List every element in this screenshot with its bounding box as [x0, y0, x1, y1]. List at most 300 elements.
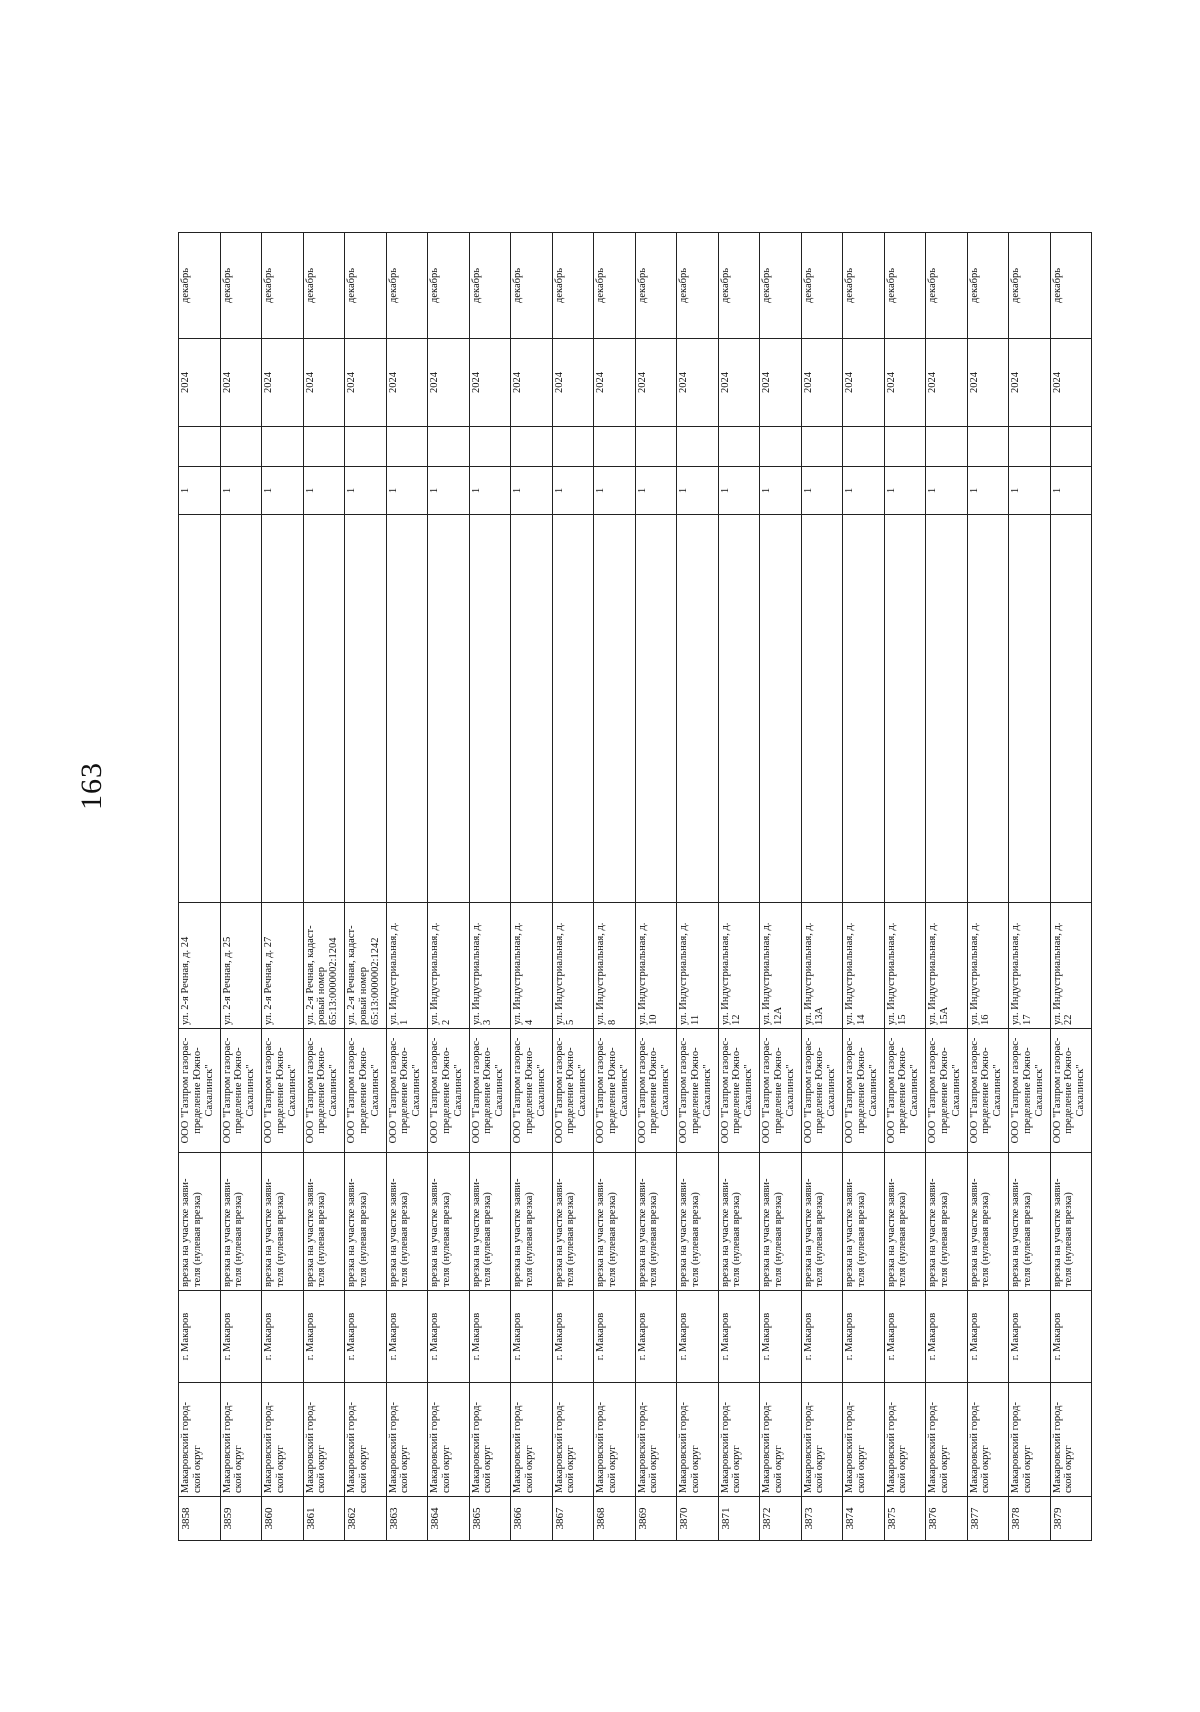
empty-cell — [1009, 515, 1051, 903]
city-cell — [801, 1291, 843, 1383]
month: декабрь — [221, 268, 233, 303]
address-cell — [884, 903, 926, 1029]
organization-cell — [1050, 1029, 1092, 1153]
quantity-cell — [594, 467, 636, 515]
quantity-cell — [511, 467, 553, 515]
district-name: Макаровский город- ской округ — [719, 1402, 743, 1493]
work-type-cell — [511, 1153, 553, 1291]
year: 2024 — [470, 372, 482, 393]
table-row — [1009, 233, 1051, 1541]
empty-cell — [469, 515, 511, 903]
district-name: Макаровский город- ской округ — [180, 1402, 203, 1493]
row-number: 3862 — [346, 1507, 358, 1530]
quantity: 1 — [553, 487, 565, 494]
city-name: г. Макаров — [927, 1312, 938, 1361]
quantity: 1 — [968, 487, 980, 494]
month-cell — [635, 233, 677, 339]
district-cell — [677, 1383, 719, 1497]
address-cell — [635, 903, 677, 1029]
city-name: г. Макаров — [553, 1312, 565, 1361]
row-number: 3876 — [927, 1507, 939, 1530]
address: ул. Индустриальная, д. 16 — [968, 922, 992, 1025]
work-type: врезка на участке заяви- теля (нулевая врезка) — [346, 1178, 369, 1287]
year-cell — [884, 339, 926, 427]
district-cell — [262, 1383, 304, 1497]
quantity-cell — [469, 467, 511, 515]
month: декабрь — [429, 268, 440, 303]
year: 2024 — [636, 372, 648, 393]
work-type-cell — [843, 1153, 885, 1291]
month-cell — [1009, 233, 1051, 339]
address: ул. Индустриальная, д. 12 — [719, 922, 743, 1025]
district-name: Макаровский город- ской округ — [1010, 1402, 1033, 1493]
work-type: врезка на участке заяви- теля (нулевая врезка) — [636, 1178, 660, 1287]
year: 2024 — [761, 372, 772, 393]
organization-cell — [1009, 1029, 1051, 1153]
quantity: 1 — [1010, 487, 1021, 494]
district-name: Макаровский город- ской округ — [304, 1402, 328, 1493]
row-number: 3863 — [387, 1507, 400, 1530]
month-cell — [594, 233, 636, 339]
empty-cell — [760, 515, 802, 903]
city-name: г. Макаров — [844, 1312, 855, 1361]
row-number-cell — [428, 1497, 470, 1541]
year-cell — [843, 339, 885, 427]
month: декабрь — [470, 268, 482, 303]
year: 2024 — [1051, 372, 1063, 393]
month-cell — [926, 233, 968, 339]
address: ул. Индустриальная, д. 13А — [802, 922, 826, 1025]
table-row — [1050, 233, 1092, 1541]
city-name: г. Макаров — [761, 1312, 772, 1361]
quantity-cell — [967, 467, 1009, 515]
month: декабрь — [719, 268, 731, 303]
city-name: г. Макаров — [429, 1312, 440, 1361]
quantity: 1 — [927, 487, 938, 494]
row-number: 3875 — [885, 1507, 898, 1530]
empty-cell — [926, 515, 968, 903]
district-cell — [1050, 1383, 1092, 1497]
city-name: г. Макаров — [304, 1312, 316, 1361]
quantity: 1 — [595, 487, 606, 494]
organization-name: ООО "Газпром газорас- пределение Южно- Сахалинск" — [553, 1037, 588, 1144]
organization-cell — [884, 1029, 926, 1153]
row-number-cell — [926, 1497, 968, 1541]
address: ул. Индустриальная, д. 1 — [387, 922, 411, 1025]
district-cell — [594, 1383, 636, 1497]
address-cell — [303, 903, 345, 1029]
organization-cell — [967, 1029, 1009, 1153]
row-number-cell — [179, 1497, 221, 1541]
work-type-cell — [718, 1153, 760, 1291]
address-cell — [677, 903, 719, 1029]
address: ул. Индустриальная, д. 14 — [844, 922, 867, 1025]
empty-cell — [428, 427, 470, 467]
row-number: 3861 — [304, 1507, 317, 1530]
empty-cell — [677, 427, 719, 467]
table-row — [635, 233, 677, 1541]
work-type: врезка на участке заяви- теля (нулевая врезка) — [304, 1178, 328, 1287]
row-number-cell — [511, 1497, 553, 1541]
city-cell — [386, 1291, 428, 1383]
month-cell — [1050, 233, 1092, 339]
district-cell — [760, 1383, 802, 1497]
address: ул. Индустриальная, д. 15 — [885, 922, 909, 1025]
row-number: 3879 — [1051, 1507, 1064, 1530]
row-number-cell — [262, 1497, 304, 1541]
month-cell — [179, 233, 221, 339]
quantity-cell — [303, 467, 345, 515]
work-type-cell — [179, 1153, 221, 1291]
quantity-cell — [718, 467, 760, 515]
month: декабрь — [927, 268, 938, 303]
year-cell — [594, 339, 636, 427]
row-number-cell — [843, 1497, 885, 1541]
work-type: врезка на участке заяви- теля (нулевая врезка) — [387, 1178, 411, 1287]
organization-cell — [303, 1029, 345, 1153]
district-name: Макаровский город- ской округ — [512, 1402, 535, 1493]
district-cell — [967, 1383, 1009, 1497]
organization-name: ООО "Газпром газорас- пределение Южно- Сахалинск" — [304, 1037, 339, 1144]
month: декабрь — [512, 268, 523, 303]
empty-cell — [386, 515, 428, 903]
quantity-cell — [677, 467, 719, 515]
empty-cell — [594, 427, 636, 467]
district-cell — [843, 1383, 885, 1497]
city-name: г. Макаров — [719, 1312, 731, 1361]
year: 2024 — [180, 372, 191, 393]
month: декабрь — [304, 268, 316, 303]
month: декабрь — [885, 268, 897, 303]
year: 2024 — [512, 372, 523, 393]
address-cell — [552, 903, 594, 1029]
organization-name: ООО "Газпром газорас- пределение Южно- Сахалинск" — [927, 1037, 962, 1144]
year-cell — [469, 339, 511, 427]
empty-cell — [552, 427, 594, 467]
row-number: 3864 — [429, 1507, 441, 1530]
year: 2024 — [263, 372, 274, 393]
district-cell — [428, 1383, 470, 1497]
city-cell — [760, 1291, 802, 1383]
year-cell — [511, 339, 553, 427]
quantity: 1 — [802, 487, 814, 494]
work-type: врезка на участке заяви- теля (нулевая врезка) — [595, 1178, 618, 1287]
row-number: 3870 — [678, 1507, 690, 1530]
year-cell — [635, 339, 677, 427]
quantity: 1 — [636, 487, 648, 494]
empty-cell — [843, 427, 885, 467]
district-cell — [1009, 1383, 1051, 1497]
quantity-cell — [801, 467, 843, 515]
address-cell — [345, 903, 387, 1029]
address-cell — [718, 903, 760, 1029]
row-number-cell — [967, 1497, 1009, 1541]
organization-cell — [760, 1029, 802, 1153]
empty-cell — [469, 427, 511, 467]
row-number: 3872 — [761, 1507, 773, 1530]
row-number: 3873 — [802, 1507, 815, 1530]
year-cell — [967, 339, 1009, 427]
district-name: Макаровский город- ской округ — [927, 1402, 950, 1493]
empty-cell — [386, 427, 428, 467]
year: 2024 — [595, 372, 606, 393]
district-name: Макаровский город- ской округ — [761, 1402, 784, 1493]
month: декабрь — [761, 268, 772, 303]
organization-name: ООО "Газпром газорас- пределение Южно- Сахалинск" — [512, 1037, 547, 1144]
city-name: г. Макаров — [1051, 1312, 1063, 1361]
month-cell — [760, 233, 802, 339]
month-cell — [262, 233, 304, 339]
table-row — [760, 233, 802, 1541]
quantity: 1 — [180, 487, 191, 494]
work-type: врезка на участке заяви- теля (нулевая врезка) — [221, 1178, 245, 1287]
district-name: Макаровский город- ской округ — [678, 1402, 701, 1493]
quantity: 1 — [387, 487, 399, 494]
empty-cell — [303, 515, 345, 903]
row-number-cell — [677, 1497, 719, 1541]
table-row — [345, 233, 387, 1541]
organization-cell — [843, 1029, 885, 1153]
work-type: врезка на участке заяви- теля (нулевая врезка) — [968, 1178, 992, 1287]
year: 2024 — [885, 372, 897, 393]
month-cell — [303, 233, 345, 339]
empty-cell — [262, 427, 304, 467]
city-cell — [967, 1291, 1009, 1383]
organization-cell — [635, 1029, 677, 1153]
empty-cell — [511, 427, 553, 467]
month-cell — [469, 233, 511, 339]
month: декабрь — [678, 268, 689, 303]
city-cell — [718, 1291, 760, 1383]
empty-cell — [884, 427, 926, 467]
work-type: врезка на участке заяви- теля (нулевая врезка) — [263, 1178, 286, 1287]
organization-cell — [511, 1029, 553, 1153]
row-number: 3860 — [263, 1507, 275, 1530]
year: 2024 — [553, 372, 565, 393]
quantity-cell — [926, 467, 968, 515]
page-number: 163 — [75, 762, 108, 810]
organization-name: ООО "Газпром газорас- пределение Южно- Сахалинск" — [844, 1037, 879, 1144]
work-type: врезка на участке заяви- теля (нулевая врезка) — [180, 1178, 203, 1287]
row-number-cell — [718, 1497, 760, 1541]
address: ул. Индустриальная, д. 3 — [470, 922, 494, 1025]
organization-cell — [469, 1029, 511, 1153]
quantity: 1 — [719, 487, 731, 494]
empty-cell — [967, 427, 1009, 467]
table-row — [220, 233, 262, 1541]
district-cell — [926, 1383, 968, 1497]
month-cell — [677, 233, 719, 339]
month: декабрь — [1051, 268, 1063, 303]
address: ул. Индустриальная, д. 4 — [512, 922, 535, 1025]
year: 2024 — [678, 372, 689, 393]
empty-cell — [345, 427, 387, 467]
empty-cell — [884, 515, 926, 903]
row-number: 3868 — [595, 1507, 607, 1530]
row-number-cell — [386, 1497, 428, 1541]
city-name: г. Макаров — [346, 1312, 357, 1361]
year-cell — [262, 339, 304, 427]
table-row — [386, 233, 428, 1541]
district-cell — [718, 1383, 760, 1497]
district-cell — [303, 1383, 345, 1497]
city-cell — [635, 1291, 677, 1383]
address-cell — [469, 903, 511, 1029]
month-cell — [552, 233, 594, 339]
year-cell — [926, 339, 968, 427]
empty-cell — [718, 515, 760, 903]
district-cell — [635, 1383, 677, 1497]
month: декабрь — [553, 268, 565, 303]
work-type-cell — [262, 1153, 304, 1291]
work-type: врезка на участке заяви- теля (нулевая врезка) — [761, 1178, 784, 1287]
address: ул. Индустриальная, д. 17 — [1010, 922, 1033, 1025]
quantity-cell — [1009, 467, 1051, 515]
quantity: 1 — [470, 487, 482, 494]
row-number: 3869 — [636, 1507, 649, 1530]
organization-name: ООО "Газпром газорас- пределение Южно- Сахалинск" — [180, 1037, 215, 1144]
month-cell — [884, 233, 926, 339]
year-cell — [552, 339, 594, 427]
month-cell — [220, 233, 262, 339]
quantity-cell — [552, 467, 594, 515]
empty-cell — [760, 427, 802, 467]
empty-cell — [967, 515, 1009, 903]
city-name: г. Макаров — [512, 1312, 523, 1361]
month-cell — [511, 233, 553, 339]
quantity: 1 — [761, 487, 772, 494]
year-cell — [303, 339, 345, 427]
district-name: Макаровский город- ской округ — [595, 1402, 618, 1493]
address: ул. Индустриальная, д. 8 — [595, 922, 618, 1025]
month: декабрь — [802, 268, 814, 303]
work-type: врезка на участке заяви- теля (нулевая врезка) — [719, 1178, 743, 1287]
organization-name: ООО "Газпром газорас- пределение Южно- Сахалинск" — [387, 1037, 422, 1144]
empty-cell — [1050, 427, 1092, 467]
quantity-cell — [179, 467, 221, 515]
table-row — [884, 233, 926, 1541]
work-type-cell — [967, 1153, 1009, 1291]
city-name: г. Макаров — [802, 1312, 814, 1361]
month: декабрь — [636, 268, 648, 303]
row-number-cell — [1009, 1497, 1051, 1541]
city-cell — [594, 1291, 636, 1383]
district-name: Макаровский город- ской округ — [968, 1402, 992, 1493]
address-cell — [220, 903, 262, 1029]
row-number-cell — [552, 1497, 594, 1541]
work-type: врезка на участке заяви- теля (нулевая врезка) — [553, 1178, 577, 1287]
table-row — [262, 233, 304, 1541]
quantity-cell — [1050, 467, 1092, 515]
year: 2024 — [346, 372, 357, 393]
organization-cell — [345, 1029, 387, 1153]
quantity-cell — [386, 467, 428, 515]
quantity: 1 — [1051, 487, 1063, 494]
row-number: 3867 — [553, 1507, 566, 1530]
month: декабрь — [180, 268, 191, 303]
quantity-cell — [843, 467, 885, 515]
district-name: Макаровский город- ской округ — [1051, 1402, 1075, 1493]
work-type: врезка на участке заяви- теля (нулевая врезка) — [429, 1178, 452, 1287]
quantity: 1 — [263, 487, 274, 494]
organization-name: ООО "Газпром газорас- пределение Южно- Сахалинск" — [1010, 1037, 1045, 1144]
quantity-cell — [635, 467, 677, 515]
city-cell — [262, 1291, 304, 1383]
district-cell — [884, 1383, 926, 1497]
year-cell — [345, 339, 387, 427]
empty-cell — [220, 515, 262, 903]
empty-cell — [1050, 515, 1092, 903]
address: ул. Индустриальная, д. 22 — [1051, 922, 1075, 1025]
city-name: г. Макаров — [180, 1312, 191, 1361]
organization-cell — [262, 1029, 304, 1153]
organization-name: ООО "Газпром газорас- пределение Южно- Сахалинск" — [595, 1037, 630, 1144]
district-name: Макаровский город- ской округ — [885, 1402, 909, 1493]
address-cell — [428, 903, 470, 1029]
year-cell — [1009, 339, 1051, 427]
month-cell — [345, 233, 387, 339]
month: декабрь — [346, 268, 357, 303]
district-name: Макаровский город- ской округ — [636, 1402, 660, 1493]
empty-cell — [843, 515, 885, 903]
empty-cell — [345, 515, 387, 903]
address: ул. 2-я Речная, кадаст- ровый номер 65:13:0000002:1204 — [304, 925, 339, 1025]
district-cell — [511, 1383, 553, 1497]
empty-cell — [303, 427, 345, 467]
quantity-cell — [262, 467, 304, 515]
year-cell — [760, 339, 802, 427]
address: ул. 2-я Речная, кадаст- ровый номер 65:13:0000002:1242 — [346, 925, 381, 1025]
work-type: врезка на участке заяви- теля (нулевая врезка) — [844, 1178, 867, 1287]
district-name: Макаровский город- ской округ — [470, 1402, 494, 1493]
month-cell — [801, 233, 843, 339]
work-type: врезка на участке заяви- теля (нулевая врезка) — [512, 1178, 535, 1287]
district-name: Макаровский город- ской округ — [346, 1402, 369, 1493]
district-name: Макаровский город- ской округ — [263, 1402, 286, 1493]
quantity-cell — [345, 467, 387, 515]
row-number-cell — [635, 1497, 677, 1541]
work-type-cell — [801, 1153, 843, 1291]
empty-cell — [428, 515, 470, 903]
empty-cell — [926, 427, 968, 467]
district-cell — [179, 1383, 221, 1497]
table-row — [594, 233, 636, 1541]
quantity: 1 — [678, 487, 689, 494]
city-name: г. Макаров — [1010, 1312, 1021, 1361]
organization-name: ООО "Газпром газорас- пределение Южно- Сахалинск" — [263, 1037, 298, 1144]
city-name: г. Макаров — [636, 1312, 648, 1361]
quantity: 1 — [304, 487, 316, 494]
district-name: Макаровский город- ской округ — [429, 1402, 452, 1493]
month-cell — [843, 233, 885, 339]
organization-name: ООО "Газпром газорас- пределение Южно- Сахалинск" — [885, 1037, 920, 1144]
row-number: 3878 — [1010, 1507, 1022, 1530]
empty-cell — [718, 427, 760, 467]
organization-name: ООО "Газпром газорас- пределение Южно- Сахалинск" — [802, 1037, 837, 1144]
city-cell — [428, 1291, 470, 1383]
year: 2024 — [221, 372, 233, 393]
table-row — [179, 233, 221, 1541]
district-cell — [552, 1383, 594, 1497]
year-cell — [386, 339, 428, 427]
organization-cell — [220, 1029, 262, 1153]
row-number-cell — [801, 1497, 843, 1541]
registry-table — [178, 232, 1092, 1541]
table-row — [469, 233, 511, 1541]
month: декабрь — [968, 268, 980, 303]
city-cell — [220, 1291, 262, 1383]
month-cell — [967, 233, 1009, 339]
